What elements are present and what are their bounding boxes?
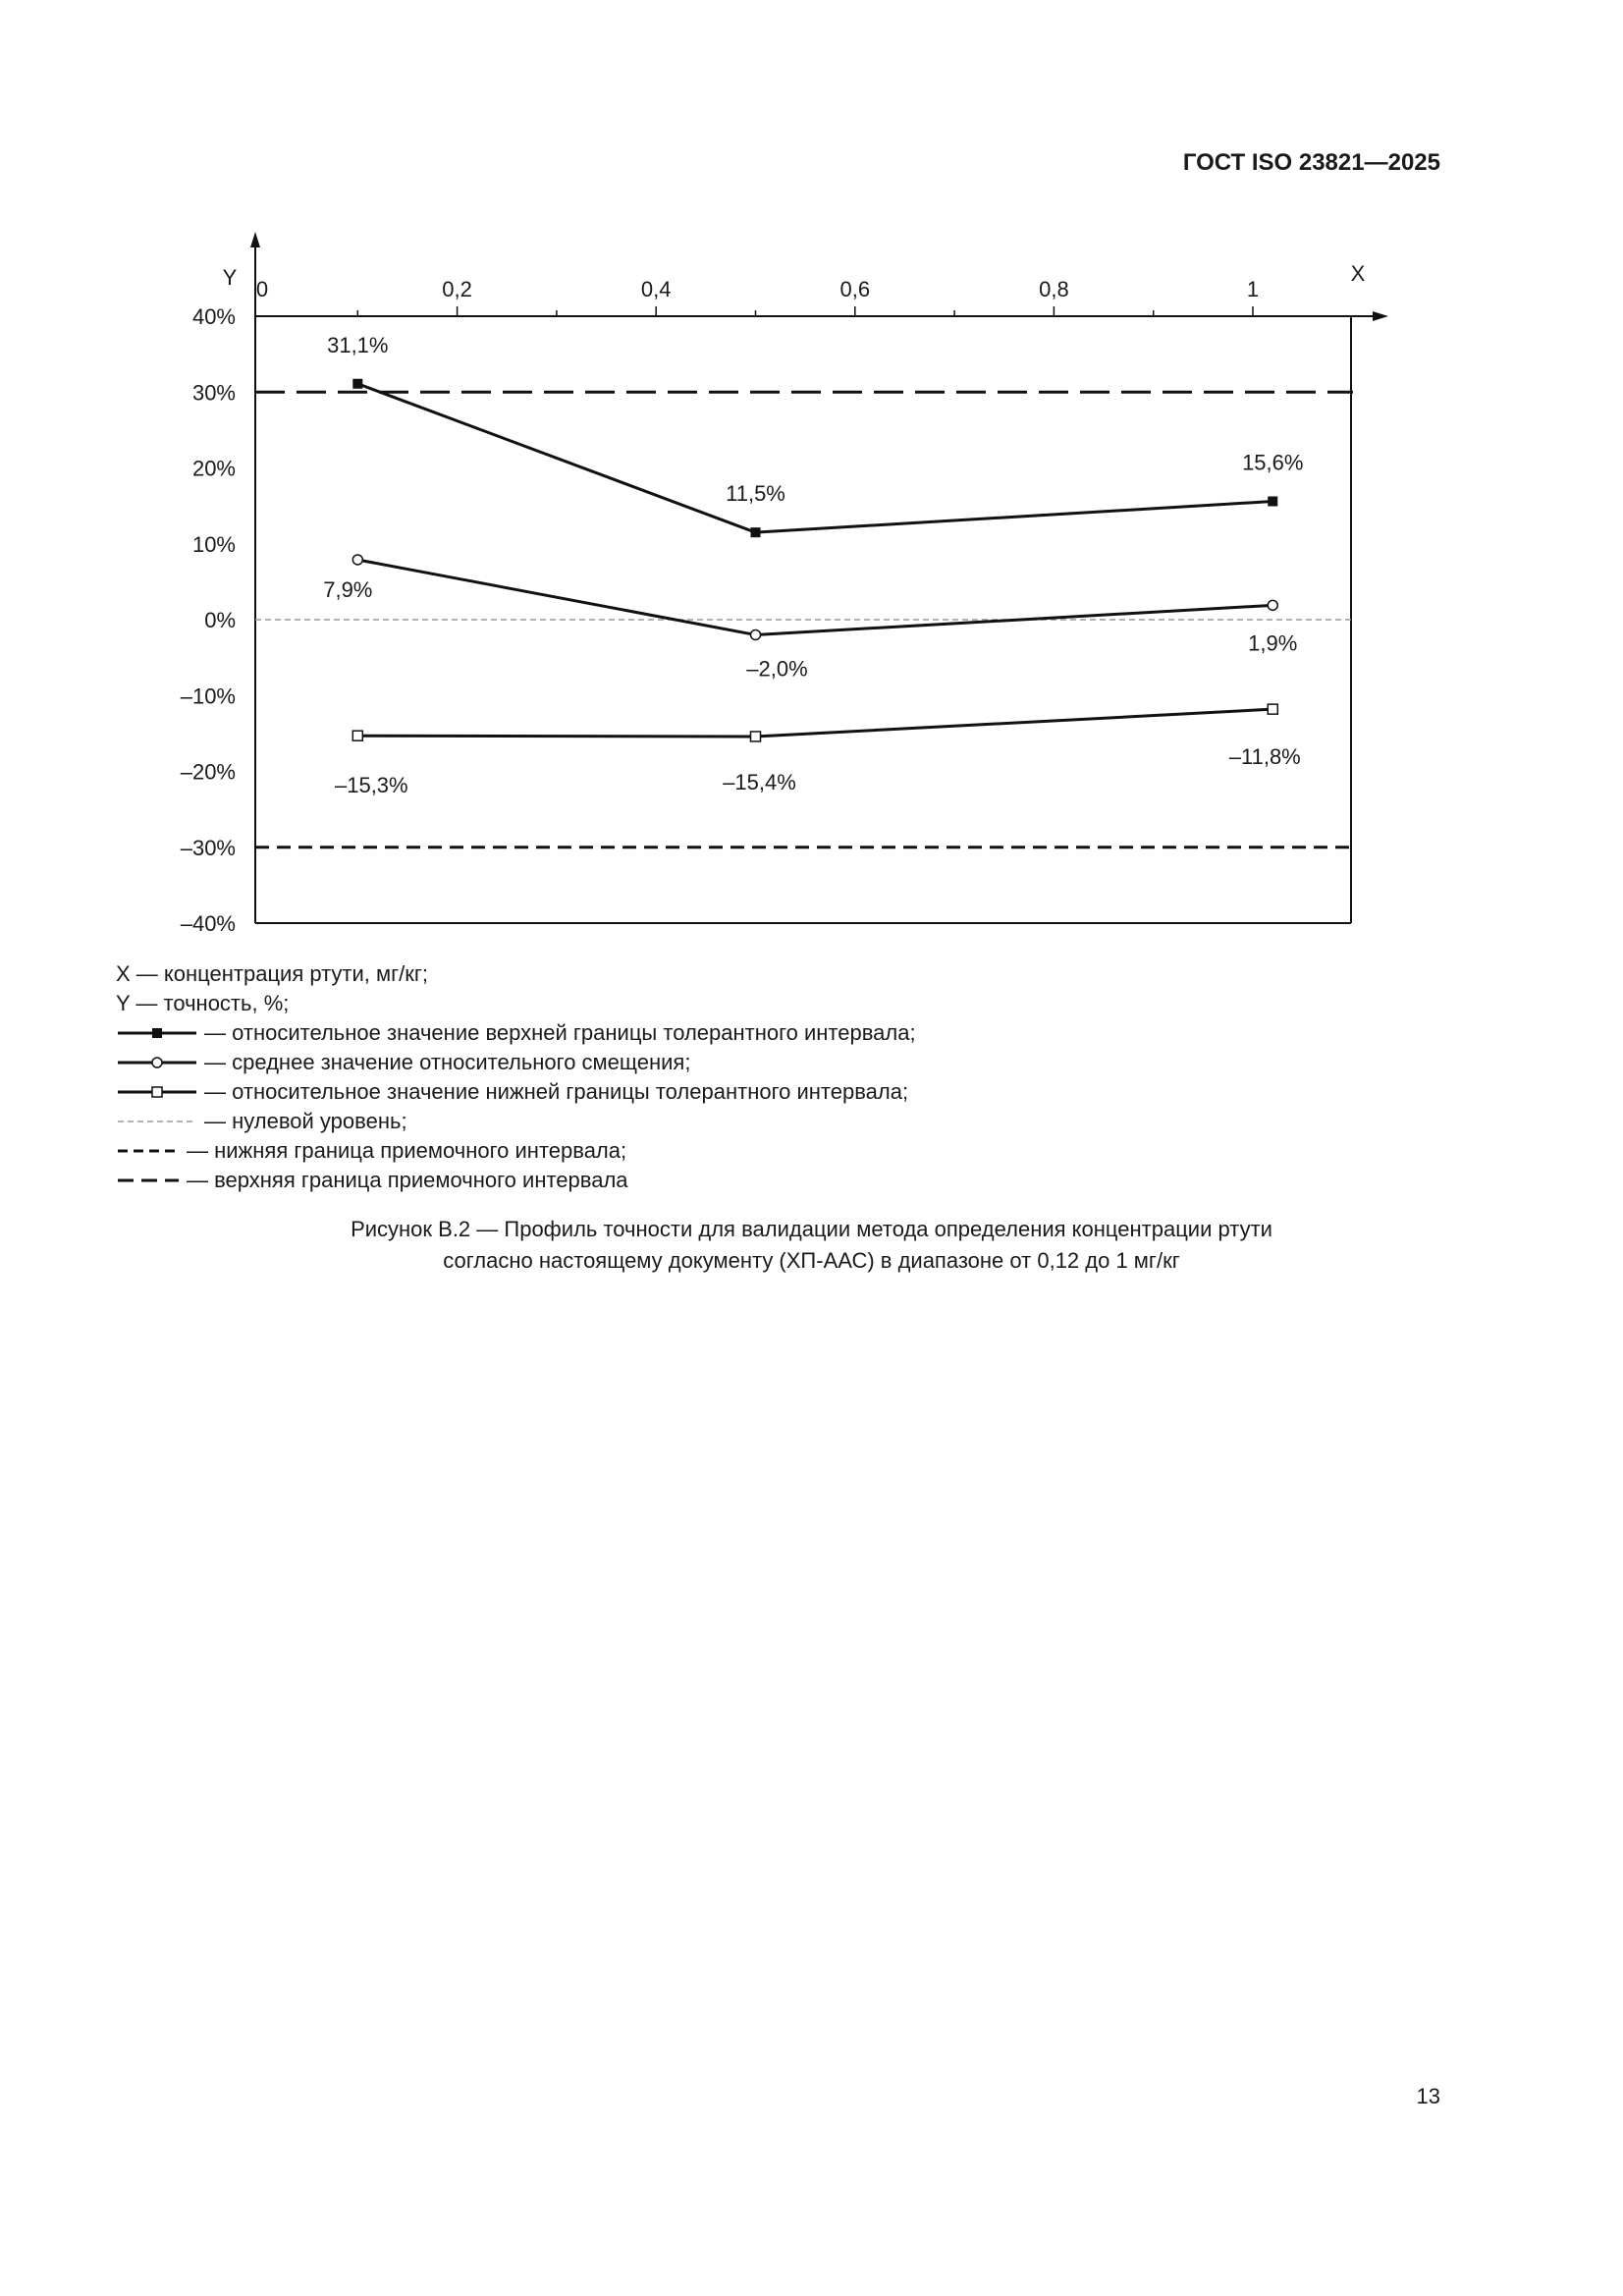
accuracy-profile-chart: [0, 0, 1623, 943]
x-tick-label: 0,4: [640, 277, 672, 301]
data-point-open-square: [751, 732, 761, 741]
data-point-filled-square: [352, 379, 362, 389]
legend-upper-acceptance-text: — верхняя граница приемочного интервала: [187, 1168, 628, 1192]
y-tick-label: 0%: [204, 608, 236, 632]
legend-lower-tolerance-text: — относительное значение нижней границы толерантного интервала;: [204, 1079, 909, 1104]
x-tick-label: 1: [1246, 277, 1260, 301]
legend-lower-acceptance-text: — нижняя граница приемочного интервала;: [187, 1138, 627, 1163]
y-tick-label: –40%: [180, 911, 236, 936]
open-circle-line-icon: [116, 1056, 198, 1069]
data-point-open-square: [352, 731, 362, 740]
data-point-open-circle: [352, 555, 362, 565]
x-axis-letter: X: [1350, 261, 1366, 286]
y-tick-label: 30%: [191, 380, 236, 406]
legend-item-upper-tolerance: [116, 1018, 916, 1048]
dashed-line-icon: [116, 1144, 181, 1158]
y-tick-label: –30%: [180, 835, 236, 860]
legend-item-x: [116, 959, 916, 989]
x-tick-label: 0,2: [442, 277, 472, 301]
data-point-filled-square: [1268, 496, 1277, 506]
caption-line-2: согласно настоящему документу (ХП-ААС) в диапазоне от 0,12 до 1 мг/кг: [443, 1248, 1180, 1273]
data-label: –15,4%: [723, 769, 796, 794]
y-tick-label: –10%: [180, 683, 236, 709]
data-label: –2,0%: [746, 656, 808, 682]
series-line: [357, 709, 1272, 737]
legend-item-upper-acceptance: [116, 1166, 916, 1195]
series-line: [357, 384, 1272, 532]
legend-x-text: X — концентрация ртути, мг/кг;: [116, 961, 429, 986]
y-axis-letter: Y: [222, 265, 238, 290]
data-label: –15,3%: [334, 773, 408, 798]
legend-item-mean-bias: [116, 1048, 916, 1077]
gray-dashed-line-icon: [116, 1115, 198, 1128]
series-line: [357, 560, 1272, 634]
data-point-open-circle: [751, 629, 761, 639]
x-axis-arrow-icon: [1373, 311, 1388, 321]
long-dashed-line-icon: [116, 1174, 181, 1187]
data-label: 7,9%: [323, 576, 373, 602]
data-label: 15,6%: [1242, 450, 1304, 475]
caption-line-1: Рисунок В.2 — Профиль точности для валидации метода определения концентрации ртути: [351, 1217, 1272, 1241]
y-tick-label: –20%: [180, 759, 236, 785]
y-tick-label: 10%: [191, 531, 236, 557]
data-label: –11,8%: [1228, 744, 1301, 770]
data-label: 11,5%: [726, 481, 785, 507]
y-tick-label: 20%: [191, 456, 236, 481]
filled-square-line-icon: [116, 1026, 198, 1040]
y-axis-arrow-icon: [250, 232, 260, 247]
legend-mean-bias-text: — среднее значение относительного смещения;: [204, 1050, 691, 1074]
data-point-open-square: [1268, 704, 1277, 714]
legend-y-text: Y — точность, %;: [116, 991, 290, 1015]
legend-zero-level-text: — нулевой уровень;: [204, 1109, 407, 1133]
figure-caption: [0, 1214, 1623, 1277]
x-tick-label: 0: [255, 277, 269, 301]
legend-item-lower-acceptance: [116, 1136, 916, 1166]
page-number: 13: [1416, 2084, 1440, 2108]
data-point-open-circle: [1268, 600, 1277, 610]
data-point-filled-square: [751, 527, 761, 537]
y-tick-label: 40%: [191, 304, 236, 329]
legend: [116, 959, 916, 1195]
data-label: 1,9%: [1248, 630, 1298, 656]
data-label: 31,1%: [327, 332, 389, 357]
open-square-line-icon: [116, 1085, 198, 1099]
legend-item-lower-tolerance: [116, 1077, 916, 1107]
legend-item-zero-level: [116, 1107, 916, 1136]
x-tick-label: 0,8: [1039, 277, 1069, 301]
legend-item-y: [116, 989, 916, 1018]
document-code: ГОСТ ISO 23821—2025: [1182, 149, 1440, 176]
x-tick-label: 0,6: [839, 277, 871, 301]
legend-upper-tolerance-text: — относительное значение верхней границы толерантного интервала;: [204, 1020, 916, 1045]
